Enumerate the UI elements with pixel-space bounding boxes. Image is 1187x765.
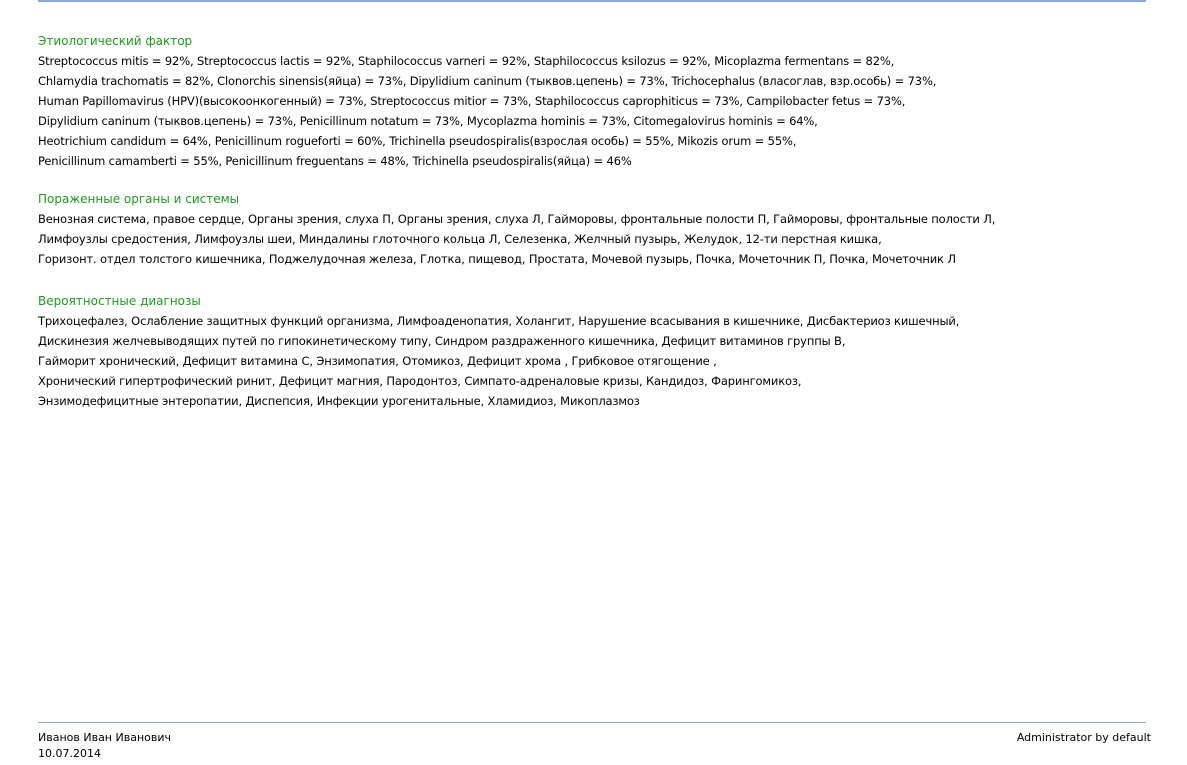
section-title: Вероятностные диагнозы: [38, 294, 201, 308]
section-line: Дискинезия желчевыводящих путей по гипокинетическому типу, Синдром раздраженного кишечника, Дефицит витаминов группы В,: [38, 334, 846, 348]
footer-divider: [38, 722, 1146, 723]
section-line: Penicillinum camamberti = 55%, Penicillinum freguentans = 48%, Trichinella pseudospiralis(яйца) = 46%: [38, 154, 632, 168]
section-line: Хронический гипертрофический ринит, Дефицит магния, Пародонтоз, Симпато-адреналовые кризы, Кандидоз, Фарингомикоз,: [38, 374, 802, 388]
section-title: Пораженные органы и системы: [38, 192, 240, 206]
footer-patient-info: [38, 730, 171, 762]
section-line: Dipylidium caninum (тыквов.цепень) = 73%, Penicillinum notatum = 73%, Mycoplazma hominis = 73%, Citomegalovirus hominis = 64%,: [38, 114, 818, 128]
section-line: Горизонт. отдел толстого кишечника, Поджелудочная железа, Глотка, пищевод, Простата, Мочевой пузырь, Почка, Мочеточник П, Почка, Мочеточник Л: [38, 252, 956, 266]
section-line: Chlamydia trachomatis = 82%, Clonorchis sinensis(яйца) = 73%, Dipylidium caninum (тыквов.цепень) = 73%, Trichocephalus (власоглав, взр.особь) = 73%,: [38, 74, 937, 88]
top-divider: [38, 0, 1146, 2]
section-line: Лимфоузлы средостения, Лимфоузлы шеи, Миндалины глоточного кольца Л, Селезенка, Желчный пузырь, Желудок, 12-ти перстная кишка,: [38, 232, 882, 246]
section-affected-organs: [38, 189, 1158, 269]
section-line: Гайморит хронический, Дефицит витамина С, Энзимопатия, Отомикоз, Дефицит хрома , Грибковое отягощение ,: [38, 354, 717, 368]
section-line: Венозная система, правое сердце, Органы зрения, слуха П, Органы зрения, слуха Л, Гайморовы, фронтальные полости П, Гайморовы, фронтальные полости Л,: [38, 212, 996, 226]
section-probable-diagnoses: [38, 291, 1158, 411]
report-date: 10.07.2014: [38, 747, 101, 760]
section-line: Энзимодефицитные энтеропатии, Диспепсия, Инфекции урогенитальные, Хламидиоз, Микоплазмоз: [38, 394, 640, 408]
section-line: Streptococcus mitis = 92%, Streptococcus lactis = 92%, Staphilococcus varneri = 92%, Staphilococcus ksilozus = 92%, Micoplazma fermentans = 82%,: [38, 54, 895, 68]
section-line: Heotrichium candidum = 64%, Penicillinum roguefortі = 60%, Trichinella pseudospiralis(взрослая особь) = 55%, Mikozis orum = 55%,: [38, 134, 797, 148]
section-line: Трихоцефалез, Ослабление защитных функций организма, Лимфоаденопатия, Холангит, Нарушение всасывания в кишечнике, Дисбактериоз кишечный,: [38, 314, 960, 328]
section-title: Этиологический фактор: [38, 34, 193, 48]
patient-name: Иванов Иван Иванович: [38, 731, 171, 744]
footer-user: Administrator by default: [1016, 731, 1151, 744]
section-line: Human Papillomavirus (HPV)(высокоонкогенный) = 73%, Streptococcus mitior = 73%, Staphilococcus caprophiticus = 73%, Campilobacter fetus = 73%,: [38, 94, 906, 108]
section-etiology: [38, 31, 1158, 171]
